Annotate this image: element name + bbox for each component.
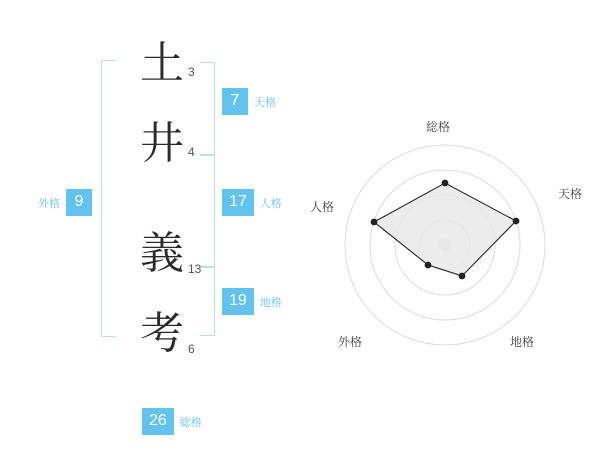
radar-chart-panel — [300, 0, 600, 470]
kanji-strokes-1: 3 — [188, 65, 195, 79]
radar-point-chikaku — [459, 273, 466, 280]
kanji-strokes-3: 13 — [188, 262, 202, 276]
tenkaku-value: 7 — [222, 88, 248, 115]
radar-axis-label-tenkaku: 天格 — [558, 187, 583, 201]
jinkaku-badge[interactable] — [222, 189, 282, 216]
chikaku-label: 地格 — [259, 295, 282, 309]
radar-point-tenkaku — [513, 218, 520, 225]
tenkaku-bracket — [200, 62, 215, 156]
radar-chart-svg — [300, 0, 600, 470]
radar-axis-label-soukaku: 総格 — [426, 120, 451, 134]
gaikaku-bracket — [101, 60, 116, 337]
kanji-strokes-2: 4 — [188, 145, 195, 159]
gaikaku-label: 外格 — [38, 196, 60, 210]
jinkaku-bracket — [200, 154, 215, 268]
chikaku-bracket — [200, 266, 215, 336]
kanji-char-3: 義 — [140, 228, 184, 279]
kanji-char-1: 土 — [140, 38, 184, 89]
soukaku-badge[interactable] — [142, 408, 202, 435]
soukaku-label: 総格 — [179, 415, 202, 429]
gaikaku-badge[interactable] — [38, 189, 92, 216]
soukaku-value: 26 — [142, 408, 174, 435]
tenkaku-label: 天格 — [254, 95, 276, 109]
radar-point-jinkaku — [371, 219, 378, 226]
chikaku-badge[interactable] — [222, 288, 282, 315]
radar-point-gaikaku — [425, 262, 432, 269]
jinkaku-label: 人格 — [259, 196, 282, 210]
chikaku-value: 19 — [222, 288, 254, 315]
jinkaku-value: 17 — [222, 189, 254, 216]
tenkaku-badge[interactable] — [222, 88, 276, 115]
gaikaku-value: 9 — [66, 189, 92, 216]
kanji-char-2: 井 — [140, 118, 184, 169]
radar-series-polygon — [374, 183, 516, 276]
radar-axis-label-jinkaku: 人格 — [310, 200, 335, 214]
radar-axis-label-chikaku: 地格 — [510, 335, 535, 349]
kanji-strokes-4: 6 — [188, 342, 195, 356]
kanji-char-4: 考 — [140, 308, 184, 359]
radar-point-soukaku — [442, 180, 449, 187]
radar-axis-label-gaikaku: 外格 — [338, 335, 363, 349]
